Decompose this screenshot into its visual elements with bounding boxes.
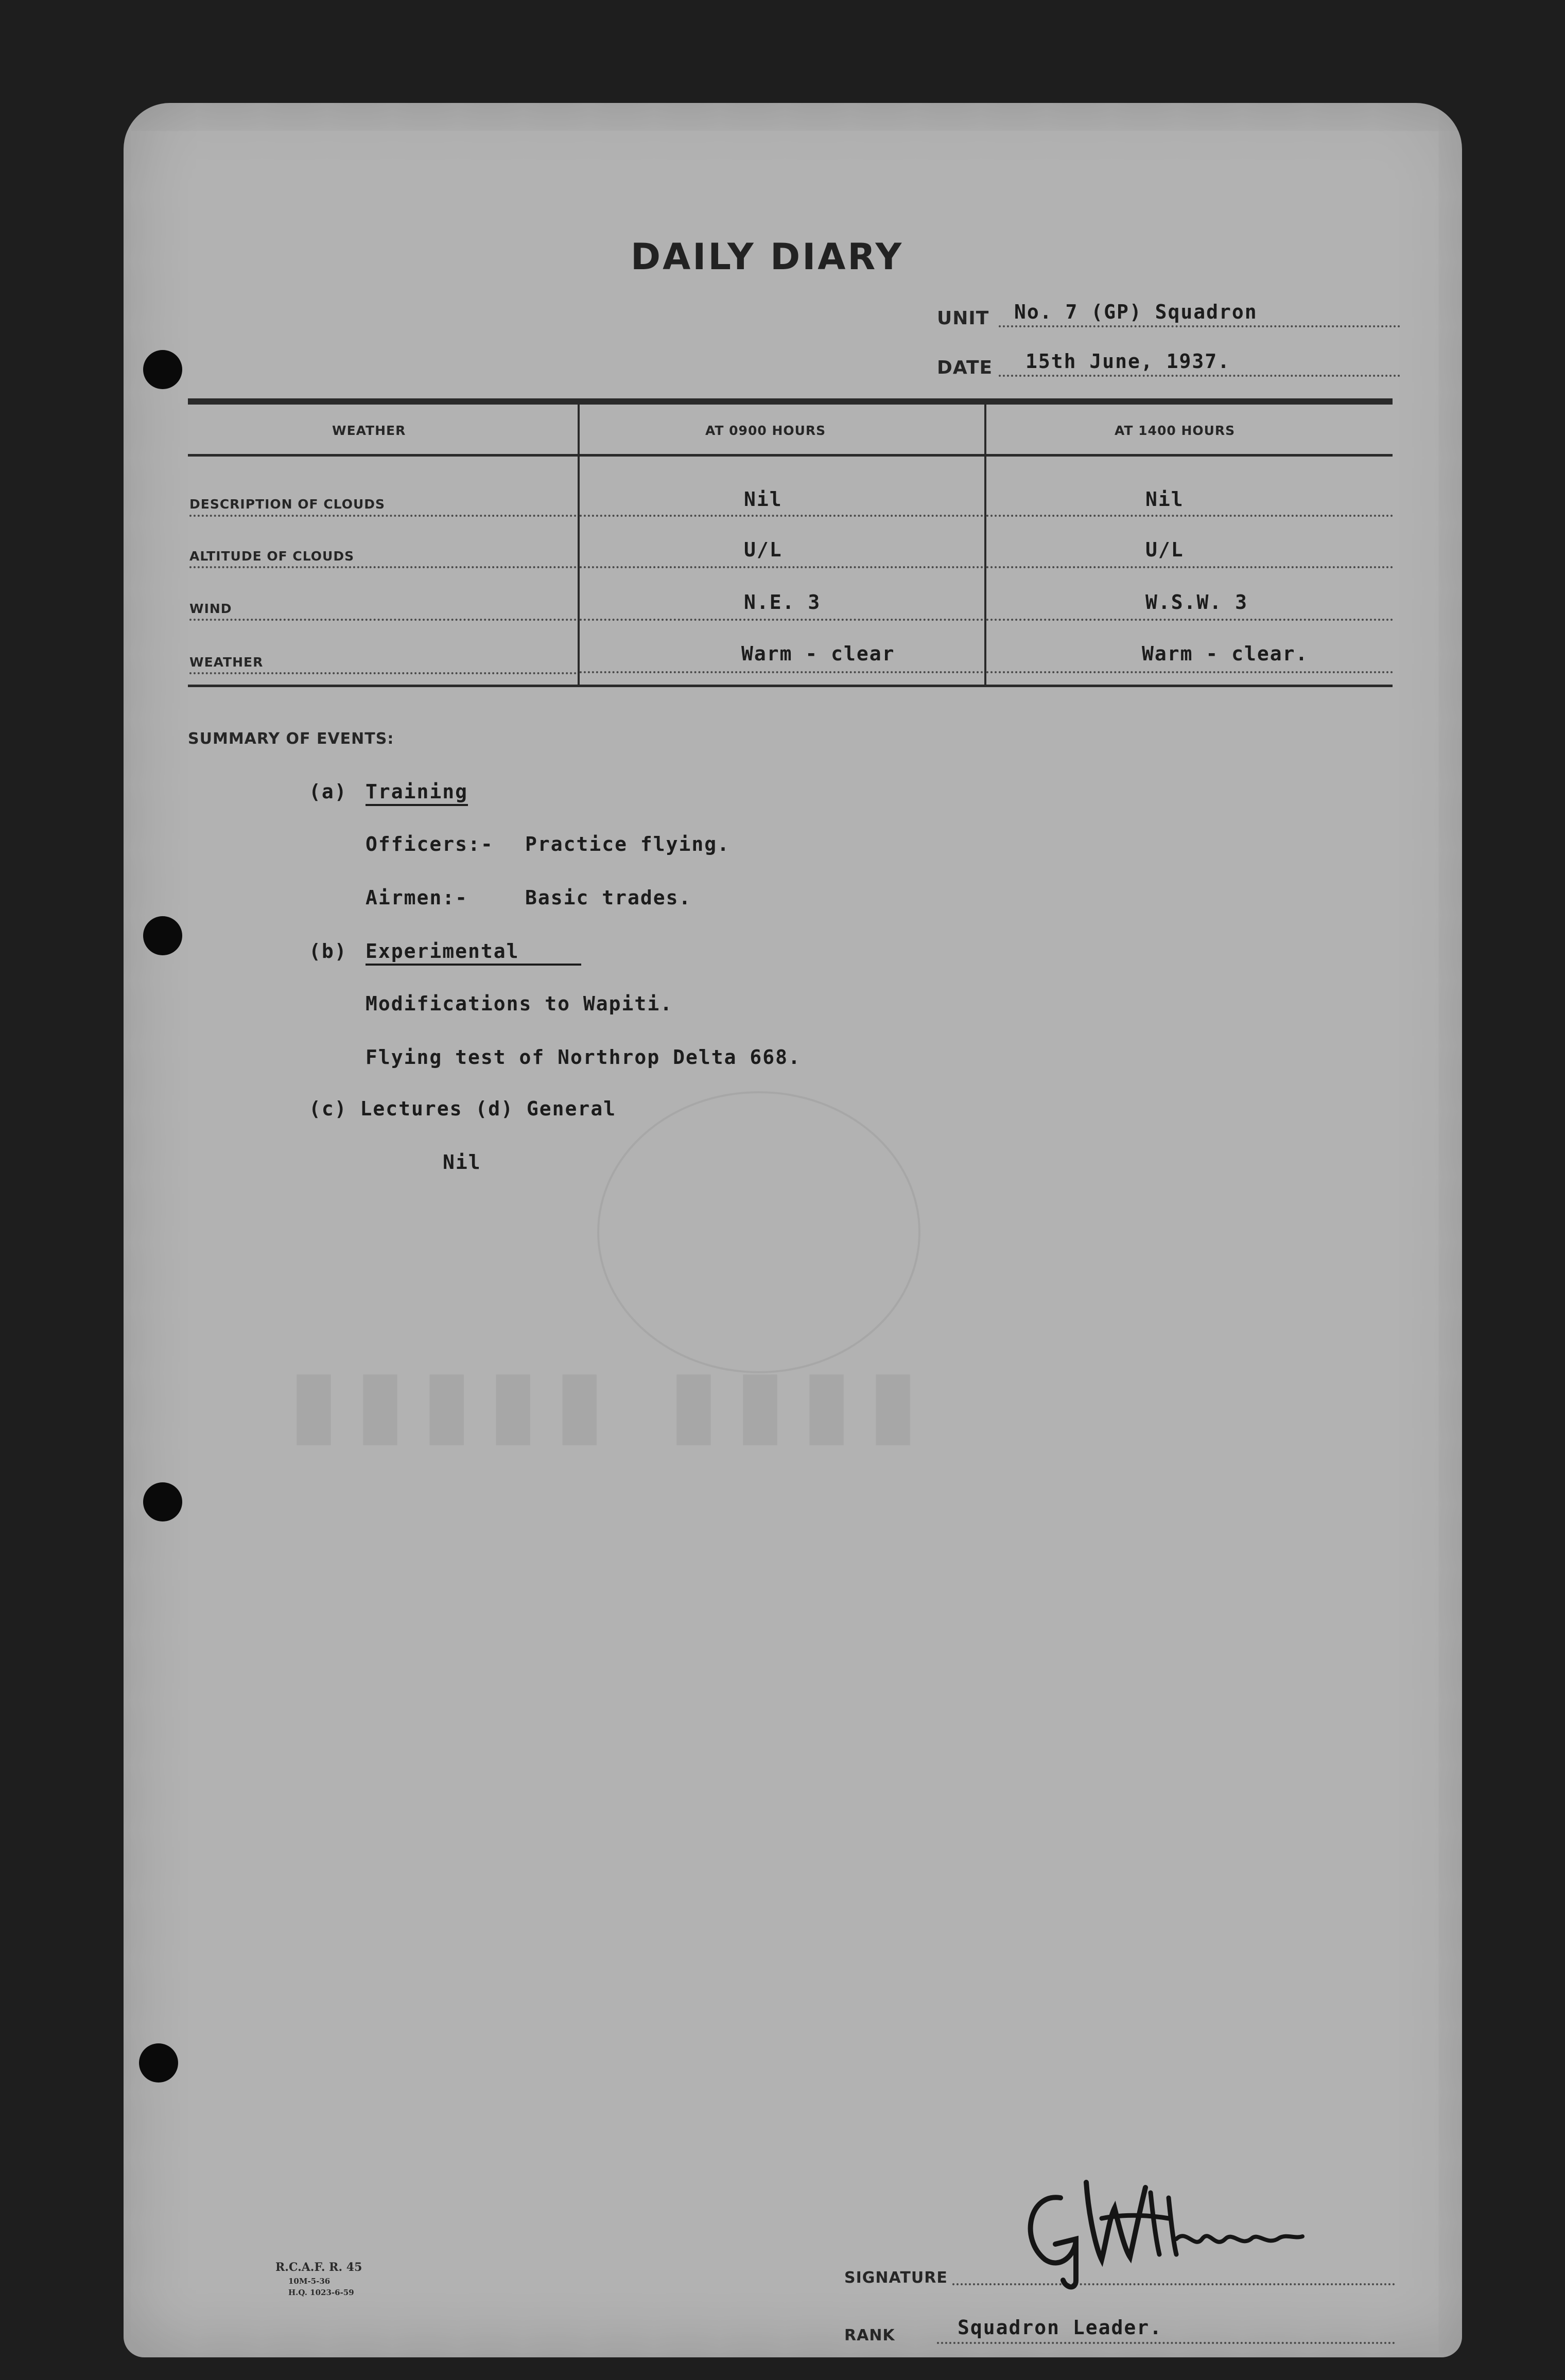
row-dotted-line [189,566,577,568]
cell-dotted-line [986,671,1393,673]
summary-heading: SUMMARY OF EVENTS: [188,730,394,748]
faint-stamp [597,1091,920,1373]
airmen-text: Basic trades. [525,886,692,909]
header-0900: AT 0900 HOURS [705,423,826,438]
cell-1400: Nil [1145,488,1184,511]
form-sub-number: H.Q. 1023-6-59 [288,2287,354,2297]
section-cd-line: (c) Lectures (d) General [309,1097,617,1120]
cell-0900: U/L [744,538,782,561]
signature-graphic [999,2162,1318,2296]
binder-hole [139,2043,178,2082]
cell-1400: U/L [1145,538,1184,561]
faint-watermark: ▮▮▮▮▮ ▮▮▮▮ [288,1349,934,1456]
form-sub-number: 10M-5-36 [288,2276,331,2286]
row-label: ALTITUDE OF CLOUDS [189,549,355,564]
row-label: WEATHER [189,655,264,670]
cell-0900: Nil [744,488,782,511]
section-b-line: Modifications to Wapiti. [366,992,673,1015]
binder-hole [143,916,182,955]
cell-dotted-line [580,515,983,517]
cell-dotted-line [986,515,1393,517]
rank-value: Squadron Leader. [958,2316,1163,2339]
page-title: DAILY DIARY [631,236,904,278]
row-label: DESCRIPTION OF CLOUDS [189,497,386,512]
form-number: R.C.A.F. R. 45 [275,2261,362,2274]
date-dotted-line [999,375,1400,377]
signature-label: SIGNATURE [844,2269,948,2287]
header-1400: AT 1400 HOURS [1115,423,1236,438]
section-b-marker: (b) [309,940,347,962]
row-label: WIND [189,601,232,616]
diary-page [124,103,1462,2357]
unit-label: UNIT [937,308,989,329]
rank-label: RANK [844,2326,895,2344]
cell-1400: Warm - clear. [1142,642,1309,665]
date-label: DATE [937,357,993,378]
table-top-rule [188,398,1393,405]
form-identifier [275,2260,362,2298]
cell-dotted-line [986,619,1393,621]
table-bottom-rule [188,685,1393,687]
cell-0900: N.E. 3 [744,591,821,614]
row-dotted-line [189,619,577,621]
section-cd-value: Nil [443,1151,481,1174]
date-value: 15th June, 1937. [1025,350,1231,373]
cell-dotted-line [580,671,983,673]
table-divider [984,401,986,686]
row-dotted-line [189,672,577,674]
section-b-heading: Experimental [366,940,581,966]
row-dotted-line [189,515,577,517]
section-a-heading: Training [366,780,468,806]
binder-hole [143,350,182,389]
section-a-marker: (a) [309,780,347,803]
cell-1400: W.S.W. 3 [1145,591,1248,614]
table-header-rule [188,454,1393,457]
section-b-line: Flying test of Northrop Delta 668. [366,1046,801,1069]
table-divider [578,401,580,686]
binder-hole [143,1482,182,1521]
unit-value: No. 7 (GP) Squadron [1014,301,1258,323]
cell-0900: Warm - clear [741,642,895,665]
officers-text: Practice flying. [525,833,731,855]
cell-dotted-line [580,619,983,621]
officers-label: Officers:- [366,833,494,855]
airmen-label: Airmen:- [366,886,468,909]
header-weather: WEATHER [332,423,406,438]
rank-dotted-line [937,2342,1395,2344]
unit-dotted-line [999,325,1400,327]
cell-dotted-line [580,566,983,568]
cell-dotted-line [986,566,1393,568]
